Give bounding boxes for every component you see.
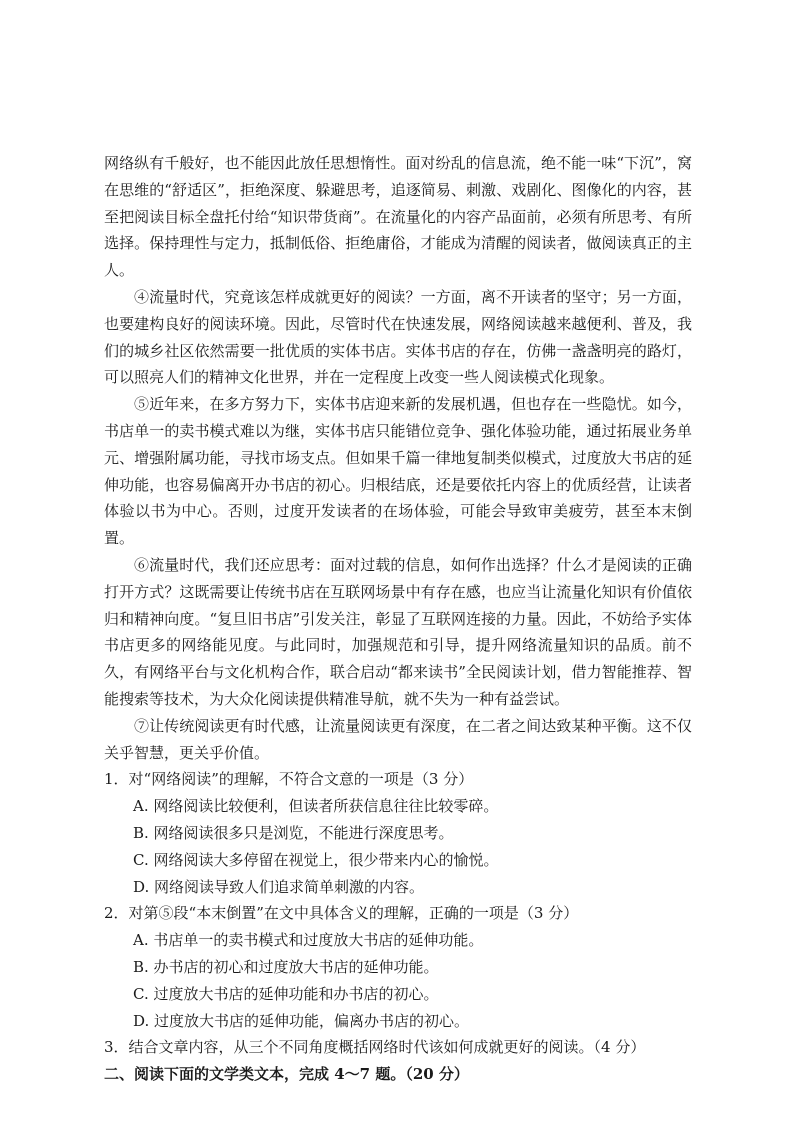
question-2-option-a: A. 书店单一的卖书模式和过度放大书店的延伸功能。 [133,931,484,950]
question-3 [104,1034,692,1061]
exam-page [104,150,692,1088]
question-1-option-d: D. 网络阅读导致人们追求简单刺激的内容。 [133,877,425,896]
question-2-stem: 2．对第⑤段“本末倒置”在文中具体含义的理解，正确的一项是（3 分） [104,904,579,923]
question-1 [104,766,692,900]
question-3-stem: 3．结合文章内容，从三个不同角度概括网络时代该如何成就更好的阅读。（4 分） [104,1038,646,1057]
question-1-option-a: A. 网络阅读比较便利，但读者所获信息往往比较零碎。 [133,797,499,816]
article-paragraph-6: ⑥流量时代，我们还应思考：面对过载的信息，如何作出选择？什么才是阅读的正确打开方式？这既需要让传统书店在互联网场景中有存在感，也应当让流量化知识有价值依归和精神向度。“复旦旧书店”引发关注，彰显了互联网连接的力量。因此，不妨给予实体书店更多的网络能见度。与此同时，加强规范和引导，提升网络流量知识的品质。前不久，有网络平台与文化机构合作，联合启动“都来读书”全民阅读计划，借力智能推荐、智能搜索等技术，为大众化阅读提供精准导航，就不失为一种有益尝试。 [104,555,692,708]
section-heading: 二、阅读下面的文学类文本，完成 4～7 题。（20 分） [104,1065,469,1084]
question-2-option-c: C. 过度放大书店的延伸功能和办书店的初心。 [133,984,439,1003]
article-paragraph-7: ⑦让传统阅读更有时代感，让流量阅读更有深度，在二者之间达致某种平衡。这不仅关乎智慧，更关乎价值。 [104,716,692,762]
question-1-option-c: C. 网络阅读大多停留在视觉上，很少带来内心的愉悦。 [133,850,499,869]
article-paragraph-continuation: 网络纵有千般好，也不能因此放任思想惰性。面对纷乱的信息流，绝不能一味“下沉”，窝在思维的“舒适区”，拒绝深度、躲避思考，追逐简易、刺激、戏剧化、图像化的内容，甚至把阅读目标全盘托付给“知识带货商”。在流量化的内容产品面前，必须有所思考、有所选择。保持理性与定力，抵制低俗、拒绝庸俗，才能成为清醒的阅读者，做阅读真正的主人。 [104,154,692,280]
question-2 [104,900,692,1034]
question-1-stem: 1．对“网络阅读”的理解，不符合文意的一项是（3 分） [104,770,474,789]
article-paragraph-4: ④流量时代，究竟该怎样成就更好的阅读？一方面，离不开读者的坚守；另一方面，也要建构良好的阅读环境。因此，尽管时代在快速发展，网络阅读越来越便利、普及，我们的城乡社区依然需要一批优质的实体书店。实体书店的存在，仿佛一盏盏明亮的路灯，可以照亮人们的精神文化世界，并在一定程度上改变一些人阅读模式化现象。 [104,287,692,387]
question-1-option-b: B. 网络阅读很多只是浏览，不能进行深度思考。 [133,823,454,842]
question-2-option-b: B. 办书店的初心和过度放大书店的延伸功能。 [133,957,439,976]
question-2-option-d: D. 过度放大书店的延伸功能，偏离办书店的初心。 [133,1011,470,1030]
article-paragraph-5: ⑤近年来，在多方努力下，实体书店迎来新的发展机遇，但也存在一些隐忧。如今，书店单一的卖书模式难以为继，实体书店只能错位竞争、强化体验功能，通过拓展业务单元、增强附属功能，寻找市场支点。但如果千篇一律地复制类似模式，过度放大书店的延伸功能，也容易偏离开办书店的初心。归根结底，还是要依托内容上的优质经营，让读者体验以书为中心。否则，过度开发读者的在场体验，可能会导致审美疲劳，甚至本末倒置。 [104,395,692,548]
